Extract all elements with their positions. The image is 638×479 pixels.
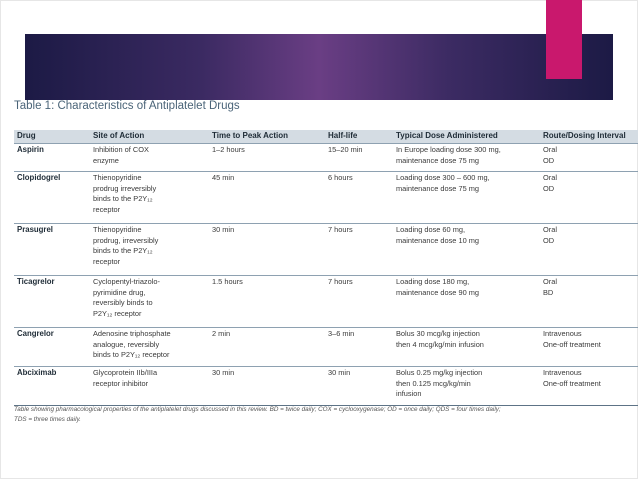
site-line: Inhibition of COX	[93, 145, 149, 154]
header-site: Site of Action	[90, 130, 209, 144]
half-life-cell: 30 min	[325, 367, 393, 406]
site-line: binds to the P2Y₁₂	[93, 194, 153, 203]
site-line: prodrug, irreversibly	[93, 235, 159, 245]
route-line: Oral	[543, 225, 557, 234]
accent-bar	[546, 0, 582, 79]
table-row	[14, 224, 638, 276]
header-half-life: Half-life	[325, 130, 393, 144]
half-life-cell: 15–20 min	[325, 144, 393, 172]
drug-name: Aspirin	[14, 144, 90, 172]
caption-line: Table showing pharmacological properties of the antiplatelet drugs discussed in this review. BD = twice daily; COX = cyclooxygenase; OD = once daily; QDS = four times daily;	[14, 406, 501, 413]
route-line: Oral	[543, 173, 557, 182]
drug-name: Clopidogrel	[14, 172, 90, 224]
header-row	[14, 130, 638, 144]
header-peak: Time to Peak Action	[209, 130, 325, 144]
site-line: receptor	[93, 204, 121, 214]
route-line: Intravenous	[543, 329, 582, 338]
site-line: Adenosine triphosphate	[93, 329, 171, 338]
route-cell	[540, 367, 638, 406]
half-life-cell: 7 hours	[325, 276, 393, 328]
site-cell	[90, 367, 209, 406]
route-cell	[540, 224, 638, 276]
drug-name: Abciximab	[14, 367, 90, 406]
site-cell	[90, 172, 209, 224]
peak-cell: 1–2 hours	[209, 144, 325, 172]
table-row	[14, 144, 638, 172]
site-line: prodrug irreversibly	[93, 183, 157, 193]
site-cell	[90, 328, 209, 367]
route-line: OD	[543, 183, 555, 193]
route-cell	[540, 276, 638, 328]
antiplatelet-table	[14, 130, 638, 406]
dose-line: Bolus 0.25 mg/kg injection	[396, 368, 483, 377]
dose-line: maintenance dose 10 mg	[396, 235, 479, 245]
route-line: BD	[543, 287, 554, 297]
site-line: reversibly binds to	[93, 298, 153, 307]
drug-name: Ticagrelor	[14, 276, 90, 328]
site-line: Glycoprotein IIb/IIIa	[93, 368, 158, 377]
table-title: Table 1: Characteristics of Antiplatelet Drugs	[14, 100, 240, 112]
dose-line: infusion	[396, 389, 422, 398]
half-life-cell: 7 hours	[325, 224, 393, 276]
drug-name: Cangrelor	[14, 328, 90, 367]
half-life-cell: 3–6 min	[325, 328, 393, 367]
dose-line: maintenance dose 90 mg	[396, 287, 479, 297]
site-line: Thienopyridine	[93, 173, 142, 182]
site-line: pyrimidine drug,	[93, 287, 146, 297]
site-line: Thienopyridine	[93, 225, 142, 234]
route-cell	[540, 328, 638, 367]
table-row	[14, 367, 638, 406]
site-line: enzyme	[93, 155, 119, 165]
dose-line: Loading dose 300 – 600 mg,	[396, 173, 490, 182]
table-caption	[14, 405, 604, 424]
site-line: receptor	[93, 256, 121, 266]
site-line: binds to P2Y₁₂ receptor	[93, 350, 170, 359]
header-drug: Drug	[14, 130, 90, 144]
peak-cell: 2 min	[209, 328, 325, 367]
dose-line: Loading dose 60 mg,	[396, 225, 466, 234]
site-line: analogue, reversibly	[93, 339, 160, 349]
route-line: One-off treatment	[543, 378, 601, 388]
site-line: P2Y₁₂ receptor	[93, 308, 142, 318]
route-cell	[540, 144, 638, 172]
dose-cell	[393, 276, 540, 328]
route-line: Oral	[543, 277, 557, 286]
dose-line: Bolus 30 mcg/kg injection	[396, 329, 480, 338]
header-dose: Typical Dose Administered	[393, 130, 540, 144]
route-line: OD	[543, 235, 555, 245]
site-line: Cyclopentyl-triazolo-	[93, 277, 160, 286]
title-banner	[25, 34, 613, 100]
dose-line: maintenance dose 75 mg	[396, 155, 479, 165]
dose-line: Loading dose 180 mg,	[396, 277, 470, 286]
site-cell	[90, 144, 209, 172]
dose-line: then 4 mcg/kg/min infusion	[396, 339, 484, 349]
site-line: binds to the P2Y₁₂	[93, 246, 153, 255]
dose-cell	[393, 224, 540, 276]
drug-name: Prasugrel	[14, 224, 90, 276]
header-route: Route/Dosing Interval	[540, 130, 638, 144]
peak-cell: 30 min	[209, 224, 325, 276]
site-cell	[90, 224, 209, 276]
site-line: receptor inhibitor	[93, 378, 149, 388]
dose-cell	[393, 367, 540, 406]
route-cell	[540, 172, 638, 224]
route-line: Intravenous	[543, 368, 582, 377]
route-line: Oral	[543, 145, 557, 154]
dose-line: maintenance dose 75 mg	[396, 183, 479, 193]
dose-cell	[393, 144, 540, 172]
dose-cell	[393, 172, 540, 224]
half-life-cell: 6 hours	[325, 172, 393, 224]
table-row	[14, 172, 638, 224]
dose-line: In Europe loading dose 300 mg,	[396, 145, 501, 154]
site-cell	[90, 276, 209, 328]
route-line: OD	[543, 155, 555, 165]
table-row	[14, 276, 638, 328]
caption-line: TDS = three times daily.	[14, 415, 81, 423]
dose-line: then 0.125 mcg/kg/min	[396, 378, 471, 388]
route-line: One-off treatment	[543, 339, 601, 349]
peak-cell: 30 min	[209, 367, 325, 406]
table-row	[14, 328, 638, 367]
peak-cell: 1.5 hours	[209, 276, 325, 328]
dose-cell	[393, 328, 540, 367]
peak-cell: 45 min	[209, 172, 325, 224]
